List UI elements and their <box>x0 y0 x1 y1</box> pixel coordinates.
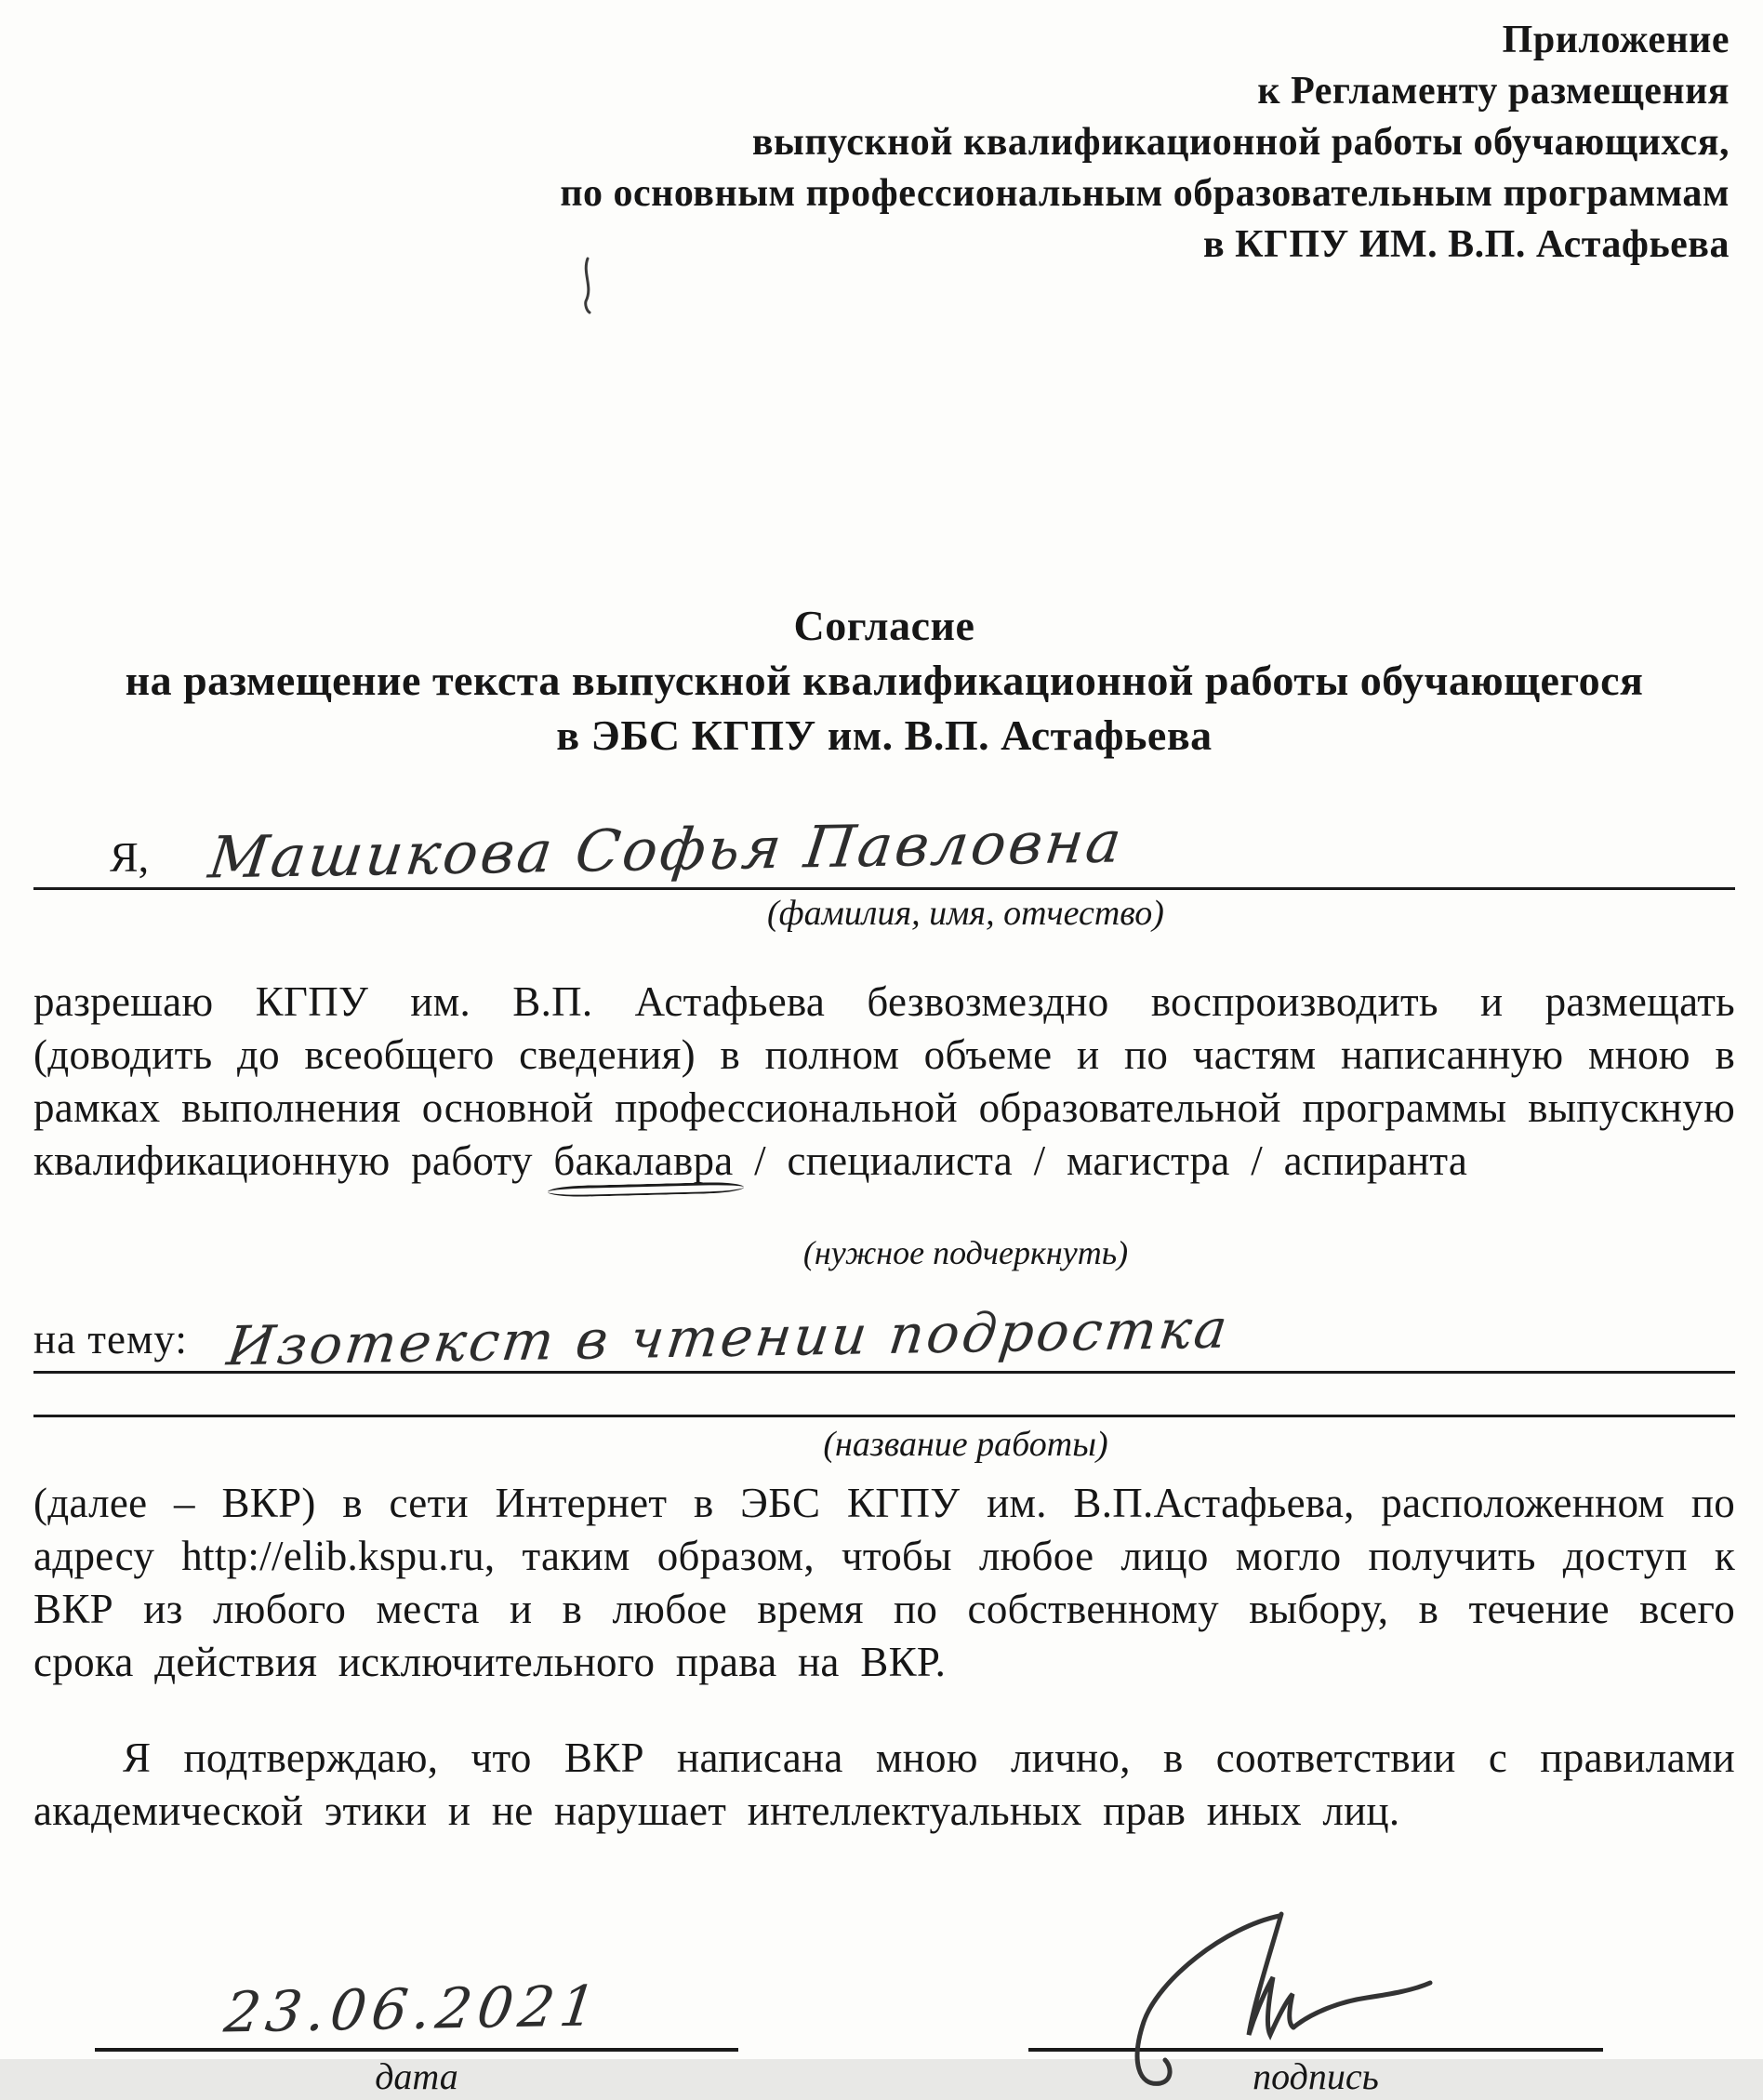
date-line <box>95 1910 738 2052</box>
confirmation-paragraph: Я подтверждаю, что ВКР написана мною лично, в соответствии с правилами академической этики и не нарушает интеллектуальных прав иных лиц. <box>33 1734 1735 1834</box>
name-line <box>33 787 1735 890</box>
permission-text-before: разрешаю КГПУ им. В.П. Астафьева безвозмездно воспроизводить и размещать (доводить до всеобщего сведения) в полном объеме и по частям написанную мною в рамках выполнения основной профессиональной образовательной программы выпускную квалификационную работу <box>33 978 1735 1184</box>
date-group <box>95 1910 738 2100</box>
signature-footer <box>33 1910 1735 2100</box>
header-line-5: в КГПУ ИМ. В.П. Астафьева <box>1202 223 1730 266</box>
internet-paragraph <box>33 1477 1735 1689</box>
work-title-caption: (название работы) <box>823 1425 1108 1464</box>
header-line-4: по основным профессиональным образовательным программам <box>560 172 1730 215</box>
underlined-degree-option: бакалавра <box>553 1137 734 1184</box>
topic-continuation-rule <box>33 1415 1735 1417</box>
header-line-1: Приложение <box>1502 19 1730 61</box>
permission-paragraph <box>33 976 1735 1188</box>
stray-pen-mark <box>578 257 603 314</box>
underline-hint-caption: (нужное подчеркнуть) <box>802 1234 1129 1271</box>
topic-label: на тему: <box>33 1316 188 1362</box>
internet-text-before-url: (далее – ВКР) в сети Интернет в ЭБС КГПУ им. В.П.Астафьева, расположенном по адресу <box>33 1480 1735 1579</box>
document-title <box>33 598 1735 763</box>
title-line-2: на размещение текста выпускной квалификационной работы обучающегося <box>125 657 1644 704</box>
signature-scribble-icon <box>1077 1895 1449 2091</box>
signature-caption: подпись <box>1253 2055 1379 2097</box>
header-line-3: выпускной квалификационной работы обучающихся, <box>751 121 1730 164</box>
header-line-2: к Регламенту размещения <box>1257 70 1730 113</box>
handwritten-date: 23.06.2021 <box>220 1974 605 2046</box>
signature-group <box>1028 1910 1603 2100</box>
permission-text-after: / специалиста / магистра / аспиранта <box>733 1137 1468 1184</box>
appendix-header <box>33 15 1735 271</box>
topic-line <box>33 1282 1735 1378</box>
handwritten-name: Машикова Софья Павловна <box>205 807 1128 892</box>
title-line-1: Согласие <box>793 602 975 649</box>
name-prefix: Я, <box>110 833 150 881</box>
date-caption: дата <box>375 2055 458 2097</box>
title-line-3: в ЭБС КГПУ им. В.П. Астафьева <box>556 711 1213 759</box>
handwritten-topic: Изотекст в чтении подростка <box>223 1296 1234 1378</box>
internet-text-after-url: , таким образом, чтобы любое лицо могло получить доступ к ВКР из любого места и в любое время по собственному выбору, в течение всего срока действия исключительного права на ВКР. <box>33 1533 1735 1685</box>
signature-line <box>1028 1910 1603 2052</box>
elib-url-text: http://elib.kspu.ru <box>181 1533 484 1579</box>
fio-caption: (фамилия, имя, отчество) <box>767 894 1164 933</box>
